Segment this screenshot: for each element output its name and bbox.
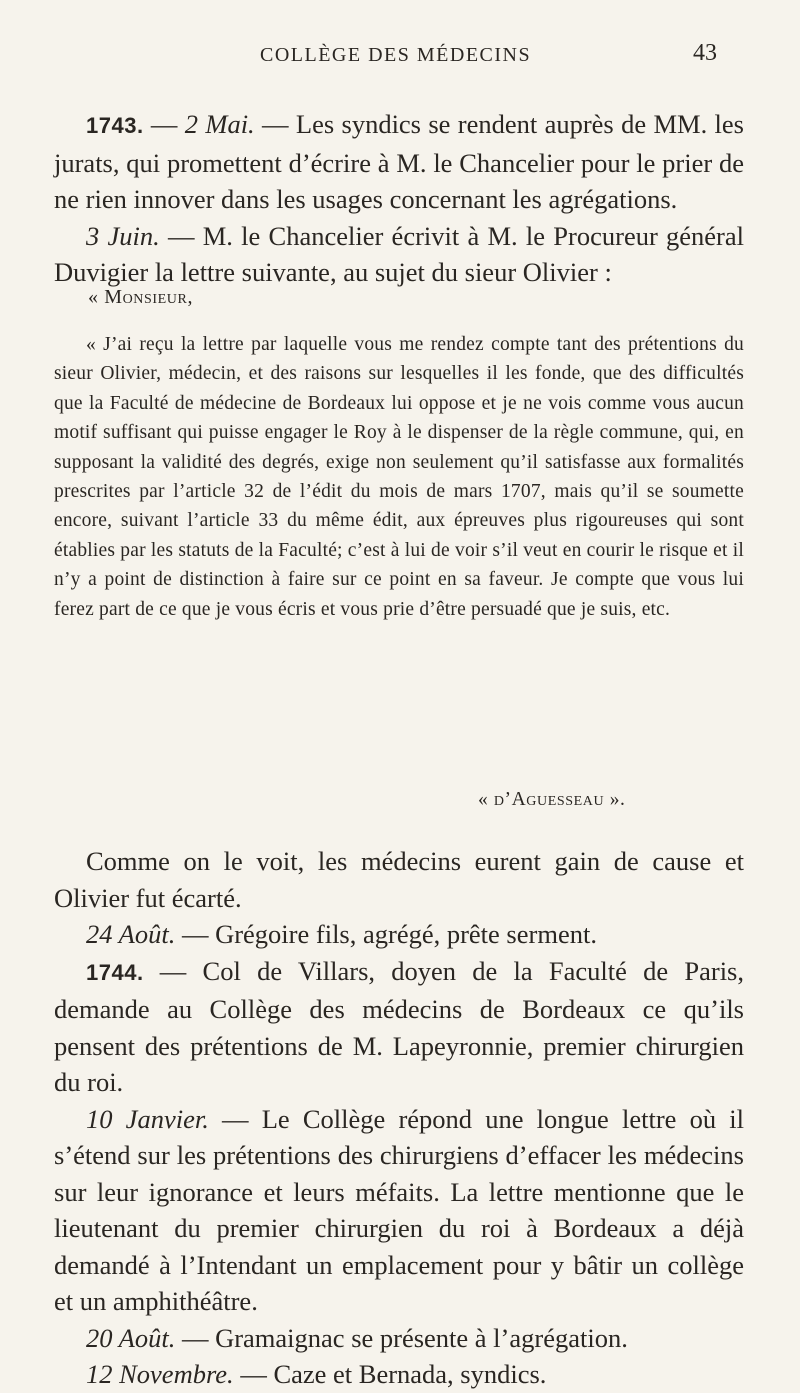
entry-text: — Les syndics se rendent auprès de MM. les jurats, qui promettent d’écrire à M. le Chancelier pour le prier de ne rien innover dans les usages concernant les agrégations. <box>54 109 744 214</box>
entry-text: — Col de Villars, doyen de la Faculté de Paris, demande au Collège des médecins de Bordeaux ce qu’ils pensent des prétentions de M. Lapeyronnie, premier chirurgien du roi. <box>54 955 744 1097</box>
entry-janvier <box>54 1101 744 1320</box>
entry-1743: 1743. — 2 Mai. — Les syndics se rendent auprès de MM. les jurats, qui promettent d’écrire à M. le Chancelier pour le prier de ne rien innover dans les usages concernant les agrégations. <box>54 109 744 214</box>
entry-novembre <box>54 1356 744 1393</box>
entry-date: 10 Janvier. <box>86 1103 209 1134</box>
entry-date: 3 Juin. <box>86 220 160 251</box>
entry-text: — Grégoire fils, agrégé, prête serment. <box>175 919 597 949</box>
entry-text: — Caze et Bernada, syndics. <box>233 1359 547 1389</box>
entry-text: — Le Collège répond une longue lettre où il s’étend sur les prétentions des chirurgiens d’effacer les médecins sur leur ignorance et leurs méfaits. La lettre mentionne que le lieutenant du premier chirurgien du roi à Bordeaux a déjà demandé à l’Intendant un emplacement pour y bâtir un collège et un amphithéâtre. <box>54 1103 744 1316</box>
letter-signature: « d’Aguesseau ». <box>478 789 626 810</box>
entries-top <box>54 106 744 291</box>
entry-date: 20 Août. <box>86 1322 176 1353</box>
entry-date: 12 Novembre. <box>86 1359 234 1389</box>
running-head <box>0 38 800 72</box>
entries-bottom <box>54 843 744 1393</box>
comment: Comme on le voit, les médecins eurent gain de cause et Olivier fut écarté. <box>54 846 744 913</box>
entry-date: 2 Mai. <box>184 109 255 139</box>
entry-aout-20 <box>54 1320 744 1357</box>
letter-body-block <box>54 330 744 624</box>
entry-1744 <box>54 953 744 1101</box>
entry-aout <box>54 916 744 953</box>
entry-date: 24 Août. <box>86 919 176 949</box>
entry-juin <box>54 218 744 291</box>
page-number: 43 <box>693 40 717 66</box>
letter-body: « J’ai reçu la lettre par laquelle vous me rendez compte tant des prétentions du sieur Olivier, médecin, et des raisons sur lesquelles il les fonde, que des difficultés que la Faculté de médecine de Bordeaux lui oppose et je ne vois comme vous aucun motif suffisant qui puisse engager le Roy à le dispenser de la règle commune, qui, en supposant la validité des degrés, exige non seulement qu’il satisfasse aux formalités prescrites par l’article 32 de l’édit du mois de mars 1707, mais qu’il se soumette encore, suivant l’article 33 du même édit, aux épreuves plus rigoureuses qui sont établies par les statuts de la Faculté; c’est à lui de voir s’il veut en courir le risque et il n’y a point de distinction à faire sur ce point en sa faveur. Je compte que vous lui ferez part de ce que je vous écris et vous prie d’être persuadé que je suis, etc. <box>54 334 744 620</box>
entry-text: — Gramaignac se présente à l’agrégation. <box>175 1322 628 1353</box>
entry-year: 1744. <box>86 959 144 985</box>
letter-salutation: « Monsieur, <box>88 286 194 308</box>
running-title: COLLÈGE DES MÉDECINS <box>260 44 532 66</box>
entry-text: — M. le Chancelier écrivit à M. le Procureur général Duvigier la lettre suivante, au sujet du sieur Olivier : <box>54 220 744 287</box>
entry-year: 1743. <box>86 113 144 138</box>
